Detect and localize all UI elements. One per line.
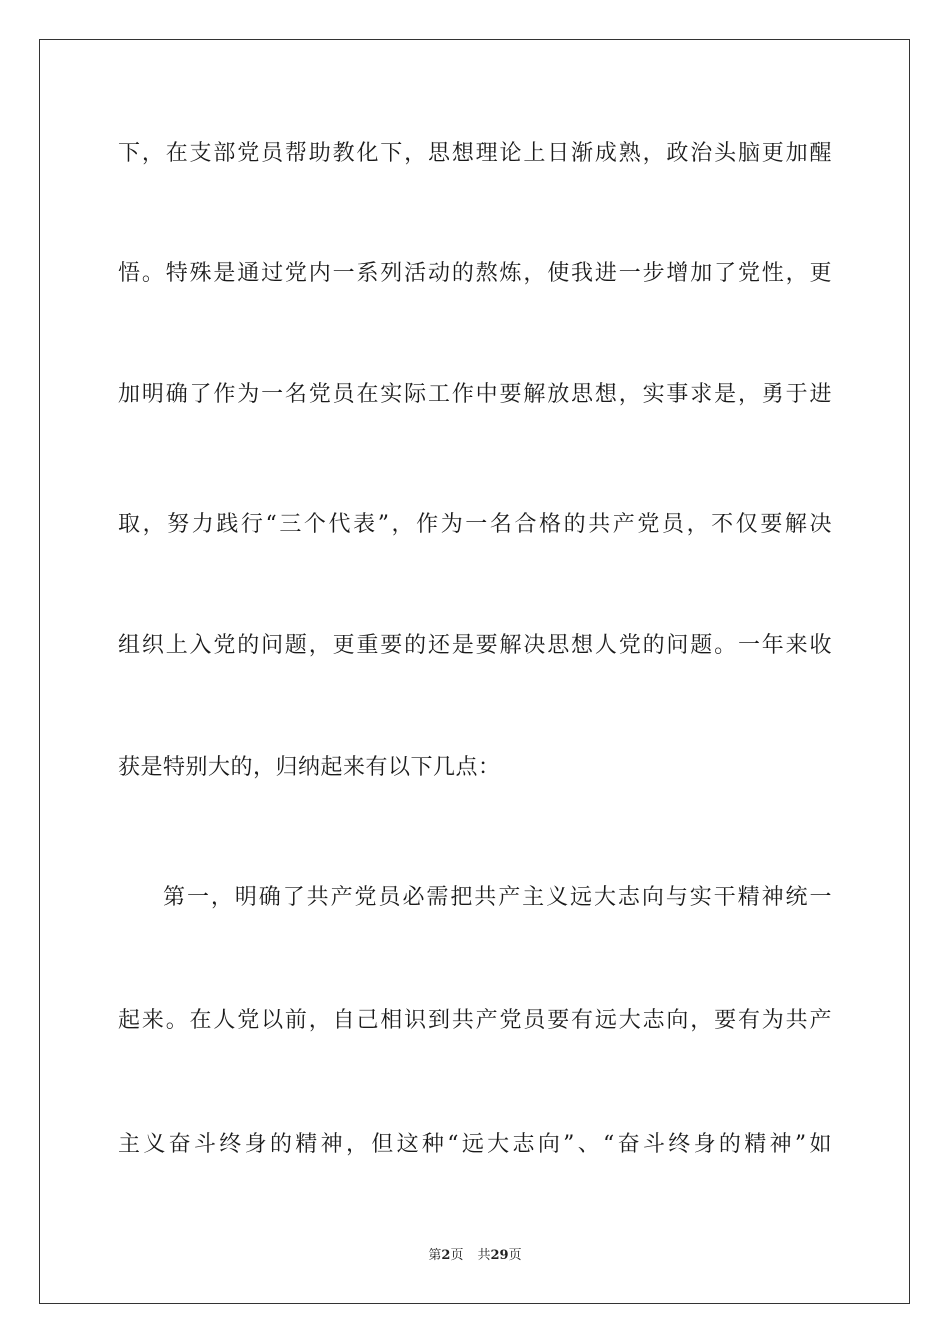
page-footer: [0, 1247, 950, 1265]
total-unit: 页: [508, 1248, 522, 1263]
paragraph-line: 主义奋斗终身的精神，但这种“远大志向”、“奋斗终身的精神”如: [118, 1132, 832, 1157]
paragraph-line: 组织上入党的问题，更重要的还是要解决思想人党的问题。一年来收: [118, 633, 832, 658]
paragraph-line: 悟。特殊是通过党内一系列活动的熬炼，使我进一步增加了党性，更: [118, 261, 832, 286]
paragraph-line: 第一，明确了共产党员必需把共产主义远大志向与实干精神统一: [163, 885, 832, 910]
paragraph-line: 起来。在人党以前，自己相识到共产党员要有远大志向，要有为共产: [118, 1008, 832, 1033]
page-border: [39, 39, 910, 1304]
total-prefix: 共: [477, 1248, 491, 1263]
paragraph-line: 加明确了作为一名党员在实际工作中要解放思想，实事求是，勇于进: [118, 382, 832, 407]
page-prefix: 第: [428, 1248, 442, 1263]
paragraph-line: 下，在支部党员帮助教化下，思想理论上日渐成熟，政治头脑更加醒: [118, 141, 832, 166]
paragraph-line: 取，努力践行“三个代表”，作为一名合格的共产党员，不仅要解决: [118, 512, 832, 537]
page-current: 2: [441, 1248, 451, 1263]
page-unit: 页: [450, 1248, 464, 1263]
paragraph-line: 获是特别大的，归纳起来有以下几点：: [118, 755, 501, 780]
page-total: 29: [490, 1248, 509, 1263]
